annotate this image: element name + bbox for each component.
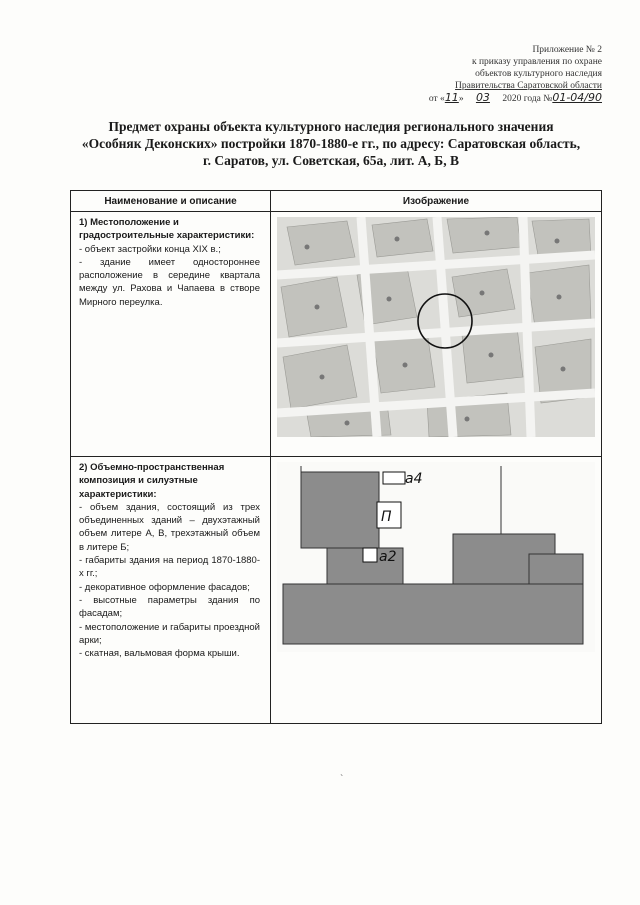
section-title: 2) Объемно-пространственная композиция и силуэтные характеристики: bbox=[79, 462, 225, 500]
plan-label-a2: а2 bbox=[379, 549, 397, 565]
table-row bbox=[71, 457, 602, 724]
date-prefix: от « bbox=[428, 94, 445, 104]
header-image: Изображение bbox=[271, 191, 602, 212]
list-item: - местоположение и габариты проездной арки; bbox=[79, 621, 260, 646]
header-name-description: Наименование и описание bbox=[71, 191, 271, 212]
list-item: - объект застройки конца XIX в.; bbox=[79, 243, 221, 255]
document-title: Предмет охраны объекта культурного наследия регионального значения «Особняк Деконских» постройки 1870-1880-е гг., по адресу: Саратовская область, г. Саратов, ул. Советская, 65а, лит. А, Б, В bbox=[81, 119, 581, 168]
table-header-row bbox=[71, 191, 602, 212]
handwritten-number: 01-04/90 bbox=[552, 91, 602, 104]
annex-line: к приказу управления по охране bbox=[471, 57, 602, 67]
date-mid: » bbox=[458, 94, 466, 104]
year-text: 2020 года № bbox=[499, 94, 553, 104]
annex-header bbox=[342, 44, 602, 105]
list-item: - скатная, вальмовая форма крыши. bbox=[79, 648, 240, 660]
label-box-a4 bbox=[383, 472, 405, 484]
annex-line: объектов культурного наследия bbox=[475, 69, 602, 79]
plan-block bbox=[283, 584, 583, 644]
annex-line: Приложение № 2 bbox=[532, 45, 602, 55]
protection-table bbox=[70, 190, 602, 724]
list-item: - объем здания, состоящий из трех объединенных зданий – двухэтажный объем литере А, В, трехэтажный объем в литере Б; bbox=[79, 501, 260, 553]
plan-label-a4: а4 bbox=[405, 471, 423, 487]
annex-line: Правительства Саратовской области bbox=[455, 81, 602, 91]
handwritten-month: 03 bbox=[475, 91, 490, 104]
list-item: - декоративное оформление фасадов; bbox=[79, 581, 250, 593]
plan-label-p: П bbox=[381, 509, 392, 525]
handwritten-day: 11 bbox=[444, 91, 459, 104]
list-item: - высотные параметры здания по фасадам; bbox=[79, 594, 260, 620]
label-box-a2 bbox=[363, 548, 377, 562]
building-plan-image bbox=[277, 462, 595, 652]
plan-block bbox=[301, 472, 379, 548]
list-item: - здание имеет одностороннее расположение в середине квартала между ул. Рахова и Чапаева в створе Мирного переулка. bbox=[79, 256, 260, 308]
section-title: 1) Местоположение и градостроительные характеристики: bbox=[79, 217, 255, 242]
list-item: - габариты здания на период 1870-1880-х гг.; bbox=[79, 555, 260, 580]
scan-mark: ˋ bbox=[340, 774, 344, 785]
table-row bbox=[71, 212, 602, 457]
plan-block bbox=[529, 554, 583, 584]
location-map-image bbox=[277, 217, 595, 437]
annex-date-line bbox=[342, 92, 602, 105]
